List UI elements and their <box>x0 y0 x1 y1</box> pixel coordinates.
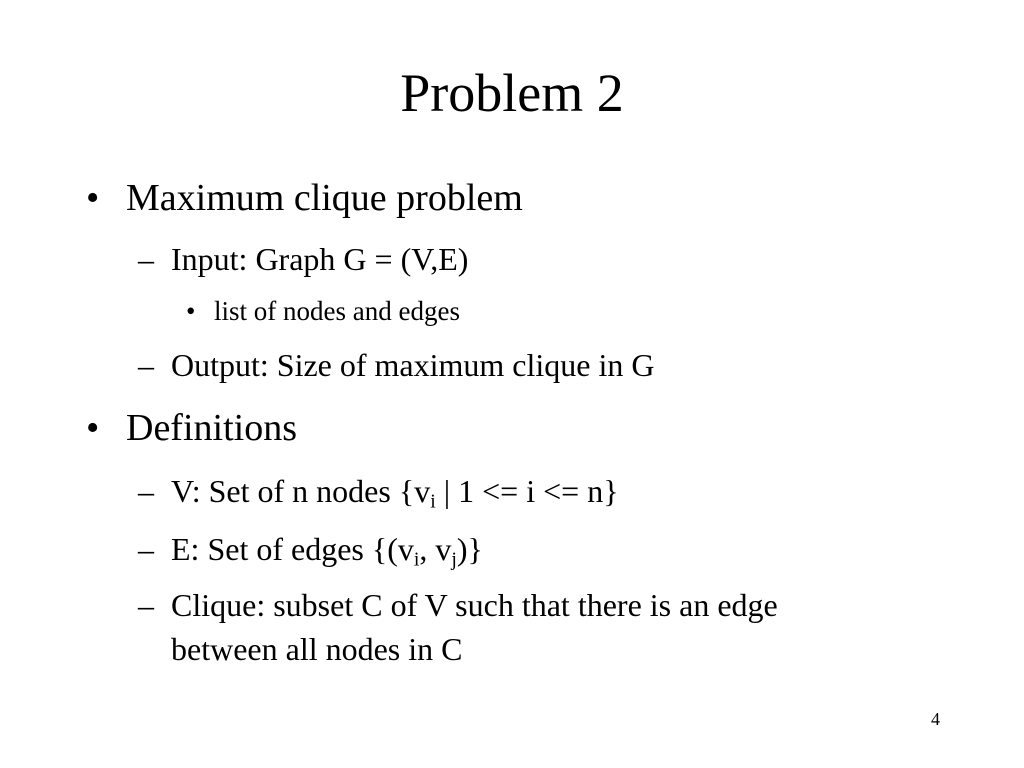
subscript-i: i <box>413 548 420 571</box>
bullet-marker: • <box>86 177 100 219</box>
slide-title: Problem 2 <box>400 63 624 123</box>
definition-v-text: V: Set of n nodes {v <box>171 473 431 509</box>
dash-marker: – <box>138 473 154 509</box>
definition-clique-line-1: Clique: subset C of V such that there is an edge <box>171 587 778 623</box>
sub-item-input: Input: Graph G = (V,E) <box>171 241 469 277</box>
definition-e <box>171 530 483 571</box>
definition-e-text-end: )} <box>456 531 483 567</box>
subscript-i: i <box>430 490 436 513</box>
bullet-definitions: Definitions <box>126 407 297 449</box>
dash-marker: – <box>138 587 154 623</box>
definition-v-text-end: | 1 <= i <= n} <box>435 473 619 509</box>
subscript-j: j <box>451 548 457 571</box>
sub-item-output: Output: Size of maximum clique in G <box>171 347 655 383</box>
dash-marker: – <box>138 347 154 383</box>
dash-marker: – <box>138 241 154 277</box>
bullet-marker: • <box>186 296 196 326</box>
definition-v <box>171 472 619 513</box>
definition-clique-line-2: between all nodes in C <box>171 631 463 667</box>
definition-e-text-middle: , v <box>419 531 452 567</box>
dash-marker: – <box>138 531 154 567</box>
bullet-maximum-clique-problem: Maximum clique problem <box>126 177 523 219</box>
definition-e-text: E: Set of edges {(v <box>171 531 414 567</box>
sub-sub-item-list-of-nodes: list of nodes and edges <box>214 296 460 326</box>
bullet-marker: • <box>86 407 100 449</box>
page-number: 4 <box>931 709 940 729</box>
